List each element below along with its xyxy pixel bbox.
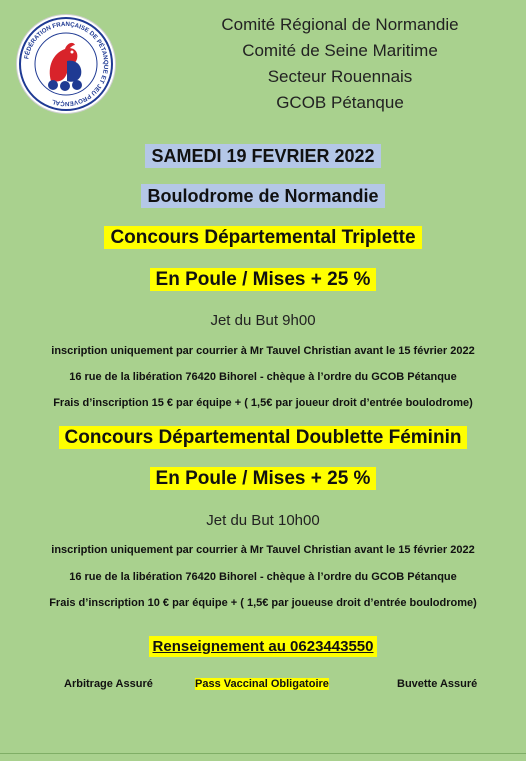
- event-date: SAMEDI 19 FEVRIER 2022: [145, 144, 380, 168]
- header-line-sector: Secteur Rouennais: [267, 67, 413, 86]
- event-date-row: [0, 146, 526, 167]
- footer-pass-vaccinal: Pass Vaccinal Obligatoire: [195, 678, 329, 690]
- contact-phone: Renseignement au 0623443550: [149, 636, 378, 657]
- bottom-divider: [0, 753, 526, 754]
- triplette-format: En Poule / Mises + 25 %: [150, 268, 377, 291]
- contact-row: [0, 638, 526, 656]
- footer-arbitrage: Arbitrage Assuré: [64, 678, 153, 690]
- ffpjp-logo: [16, 14, 116, 114]
- doublette-format-row: [0, 468, 526, 490]
- doublette-address: 16 rue de la libération 76420 Bihorel - chèque à l’ordre du GCOB Pétanque: [69, 571, 457, 583]
- header-line-regional: Comité Régional de Normandie: [221, 15, 459, 34]
- triplette-inscription: inscription uniquement par courrier à Mr Tauvel Christian avant le 15 février 2022: [51, 345, 475, 357]
- triplette-fees: Frais d’inscription 15 € par équipe + ( 1,5€ par joueur droit d’entrée boulodrome): [53, 397, 473, 409]
- logo-ring-text: FÉDÉRATION FRANÇAISE DE PÉTANQUE ET JEU PROVENÇAL: [23, 20, 110, 108]
- triplette-start-time: Jet du But 9h00: [210, 312, 316, 329]
- doublette-title-row: [0, 427, 526, 449]
- event-venue: Boulodrome de Normandie: [141, 184, 384, 208]
- triplette-format-row: [0, 269, 526, 291]
- doublette-title: Concours Départemental Doublette Féminin: [59, 426, 468, 449]
- header-line-club: GCOB Pétanque: [276, 93, 404, 112]
- doublette-fees: Frais d’inscription 10 € par équipe + ( 1,5€ par joueuse droit d’entrée boulodrome): [49, 597, 477, 609]
- organisation-header: [150, 12, 526, 116]
- doublette-inscription: inscription uniquement par courrier à Mr Tauvel Christian avant le 15 février 2022: [51, 544, 475, 556]
- event-venue-row: [0, 186, 526, 207]
- header-line-departmental: Comité de Seine Maritime: [242, 41, 438, 60]
- triplette-title: Concours Départemental Triplette: [104, 226, 421, 249]
- footer-buvette: Buvette Assuré: [397, 678, 478, 690]
- doublette-start-time: Jet du But 10h00: [206, 512, 320, 529]
- triplette-address: 16 rue de la libération 76420 Bihorel - chèque à l’ordre du GCOB Pétanque: [69, 371, 457, 383]
- triplette-title-row: [0, 227, 526, 249]
- doublette-format: En Poule / Mises + 25 %: [150, 467, 377, 490]
